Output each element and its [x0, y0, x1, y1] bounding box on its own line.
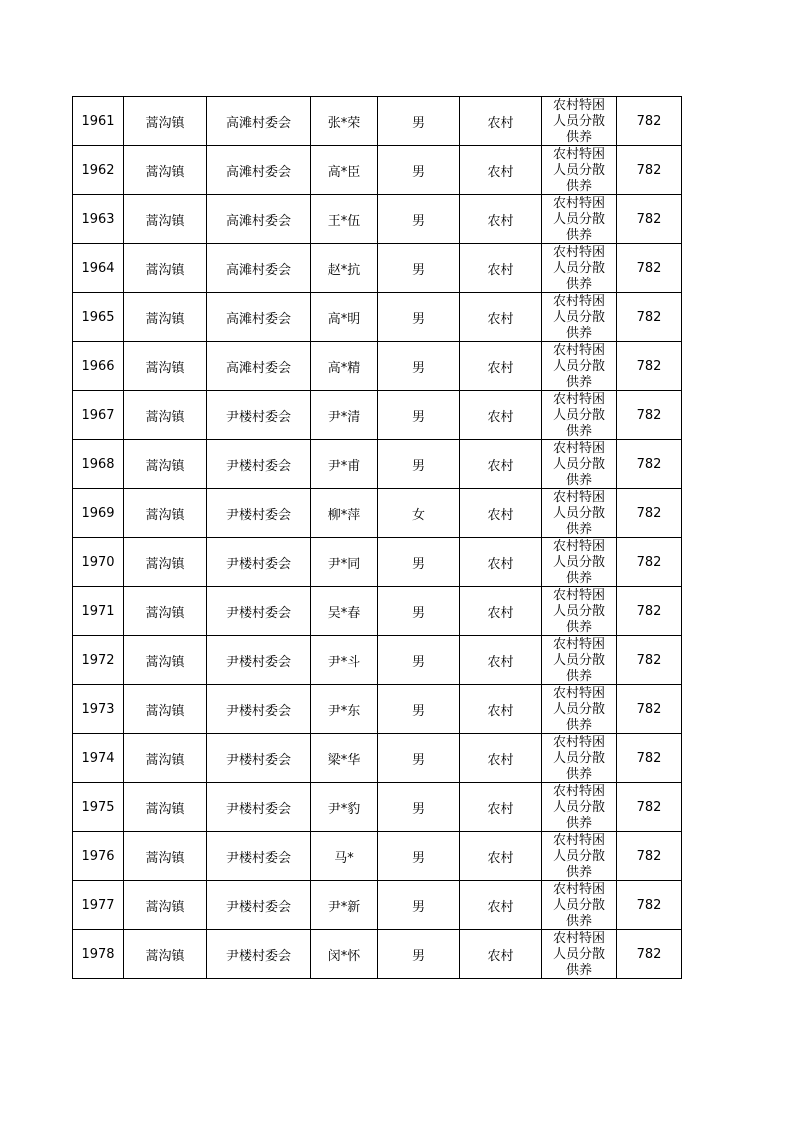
- residence-type-cell: 农村: [460, 440, 542, 489]
- table-row: [73, 293, 682, 342]
- town-cell: 蒿沟镇: [124, 97, 207, 146]
- amount-cell: 782: [617, 440, 682, 489]
- town-cell: 蒿沟镇: [124, 587, 207, 636]
- support-category-cell: [542, 97, 617, 146]
- name-cell: 柳*萍: [311, 489, 378, 538]
- support-category-cell: [542, 342, 617, 391]
- town-cell: 蒿沟镇: [124, 930, 207, 979]
- village-committee-cell: 尹楼村委会: [207, 636, 311, 685]
- records-table: [72, 96, 682, 979]
- village-committee-cell: 尹楼村委会: [207, 391, 311, 440]
- support-category-text: 农村特困人员分散供养: [552, 833, 605, 880]
- name-cell: 尹*豹: [311, 783, 378, 832]
- support-category-clip: [542, 244, 616, 292]
- residence-type-cell: 农村: [460, 783, 542, 832]
- town-cell: 蒿沟镇: [124, 734, 207, 783]
- table-row: [73, 832, 682, 881]
- support-category-text: 农村特困人员分散供养: [552, 441, 605, 488]
- name-cell: 高*精: [311, 342, 378, 391]
- name-cell: 尹*新: [311, 881, 378, 930]
- amount-cell: 782: [617, 489, 682, 538]
- town-cell: 蒿沟镇: [124, 293, 207, 342]
- support-category-text: 农村特困人员分散供养: [552, 931, 605, 978]
- name-cell: 高*臣: [311, 146, 378, 195]
- village-committee-cell: 高滩村委会: [207, 97, 311, 146]
- gender-cell: 男: [378, 244, 460, 293]
- support-category-cell: [542, 489, 617, 538]
- table-row: [73, 930, 682, 979]
- village-committee-cell: 尹楼村委会: [207, 881, 311, 930]
- village-committee-cell: 高滩村委会: [207, 244, 311, 293]
- gender-cell: 男: [378, 685, 460, 734]
- village-committee-cell: 尹楼村委会: [207, 538, 311, 587]
- serial-number-cell: 1977: [73, 881, 124, 930]
- support-category-cell: [542, 685, 617, 734]
- table-row: [73, 783, 682, 832]
- town-cell: 蒿沟镇: [124, 146, 207, 195]
- table-row: [73, 734, 682, 783]
- serial-number-cell: 1975: [73, 783, 124, 832]
- support-category-clip: [542, 293, 616, 341]
- support-category-cell: [542, 930, 617, 979]
- residence-type-cell: 农村: [460, 342, 542, 391]
- table-row: [73, 146, 682, 195]
- residence-type-cell: 农村: [460, 195, 542, 244]
- amount-cell: 782: [617, 783, 682, 832]
- support-category-cell: [542, 293, 617, 342]
- support-category-clip: [542, 881, 616, 929]
- village-committee-cell: 尹楼村委会: [207, 930, 311, 979]
- support-category-text: 农村特困人员分散供养: [552, 245, 605, 292]
- gender-cell: 男: [378, 930, 460, 979]
- village-committee-cell: 尹楼村委会: [207, 587, 311, 636]
- gender-cell: 男: [378, 195, 460, 244]
- name-cell: 尹*同: [311, 538, 378, 587]
- table-row: [73, 244, 682, 293]
- serial-number-cell: 1976: [73, 832, 124, 881]
- support-category-text: 农村特困人员分散供养: [552, 588, 605, 635]
- support-category-text: 农村特困人员分散供养: [552, 294, 605, 341]
- amount-cell: 782: [617, 391, 682, 440]
- support-category-text: 农村特困人员分散供养: [552, 147, 605, 194]
- support-category-text: 农村特困人员分散供养: [552, 343, 605, 390]
- name-cell: 赵*抗: [311, 244, 378, 293]
- amount-cell: 782: [617, 636, 682, 685]
- amount-cell: 782: [617, 587, 682, 636]
- gender-cell: 男: [378, 783, 460, 832]
- village-committee-cell: 高滩村委会: [207, 146, 311, 195]
- gender-cell: 男: [378, 881, 460, 930]
- gender-cell: 男: [378, 391, 460, 440]
- residence-type-cell: 农村: [460, 146, 542, 195]
- name-cell: 高*明: [311, 293, 378, 342]
- support-category-cell: [542, 881, 617, 930]
- village-committee-cell: 高滩村委会: [207, 342, 311, 391]
- amount-cell: 782: [617, 293, 682, 342]
- support-category-cell: [542, 636, 617, 685]
- table-row: [73, 342, 682, 391]
- village-committee-cell: 高滩村委会: [207, 293, 311, 342]
- gender-cell: 男: [378, 636, 460, 685]
- town-cell: 蒿沟镇: [124, 685, 207, 734]
- serial-number-cell: 1961: [73, 97, 124, 146]
- village-committee-cell: 尹楼村委会: [207, 783, 311, 832]
- support-category-clip: [542, 146, 616, 194]
- support-category-cell: [542, 391, 617, 440]
- support-category-cell: [542, 146, 617, 195]
- serial-number-cell: 1972: [73, 636, 124, 685]
- residence-type-cell: 农村: [460, 538, 542, 587]
- name-cell: 尹*东: [311, 685, 378, 734]
- support-category-cell: [542, 832, 617, 881]
- serial-number-cell: 1964: [73, 244, 124, 293]
- name-cell: 尹*甫: [311, 440, 378, 489]
- residence-type-cell: 农村: [460, 832, 542, 881]
- gender-cell: 男: [378, 97, 460, 146]
- table-row: [73, 195, 682, 244]
- residence-type-cell: 农村: [460, 685, 542, 734]
- table-row: [73, 636, 682, 685]
- residence-type-cell: 农村: [460, 97, 542, 146]
- table-row: [73, 881, 682, 930]
- support-category-text: 农村特困人员分散供养: [552, 637, 605, 684]
- residence-type-cell: 农村: [460, 881, 542, 930]
- serial-number-cell: 1970: [73, 538, 124, 587]
- village-committee-cell: 尹楼村委会: [207, 440, 311, 489]
- town-cell: 蒿沟镇: [124, 832, 207, 881]
- gender-cell: 女: [378, 489, 460, 538]
- name-cell: 吴*春: [311, 587, 378, 636]
- support-category-clip: [542, 391, 616, 439]
- table-row: [73, 391, 682, 440]
- support-category-clip: [542, 195, 616, 243]
- amount-cell: 782: [617, 97, 682, 146]
- support-category-clip: [542, 97, 616, 145]
- support-category-clip: [542, 636, 616, 684]
- gender-cell: 男: [378, 538, 460, 587]
- residence-type-cell: 农村: [460, 391, 542, 440]
- support-category-text: 农村特困人员分散供养: [552, 98, 605, 145]
- gender-cell: 男: [378, 832, 460, 881]
- gender-cell: 男: [378, 440, 460, 489]
- town-cell: 蒿沟镇: [124, 881, 207, 930]
- support-category-cell: [542, 244, 617, 293]
- support-category-clip: [542, 538, 616, 586]
- support-category-text: 农村特困人员分散供养: [552, 686, 605, 733]
- amount-cell: 782: [617, 734, 682, 783]
- support-category-text: 农村特困人员分散供养: [552, 735, 605, 782]
- name-cell: 马*: [311, 832, 378, 881]
- serial-number-cell: 1971: [73, 587, 124, 636]
- support-category-cell: [542, 587, 617, 636]
- name-cell: 尹*斗: [311, 636, 378, 685]
- support-category-clip: [542, 685, 616, 733]
- residence-type-cell: 农村: [460, 930, 542, 979]
- residence-type-cell: 农村: [460, 244, 542, 293]
- village-committee-cell: 尹楼村委会: [207, 734, 311, 783]
- amount-cell: 782: [617, 342, 682, 391]
- support-category-clip: [542, 783, 616, 831]
- gender-cell: 男: [378, 734, 460, 783]
- support-category-cell: [542, 734, 617, 783]
- support-category-cell: [542, 783, 617, 832]
- town-cell: 蒿沟镇: [124, 195, 207, 244]
- serial-number-cell: 1965: [73, 293, 124, 342]
- serial-number-cell: 1973: [73, 685, 124, 734]
- support-category-cell: [542, 538, 617, 587]
- support-category-text: 农村特困人员分散供养: [552, 539, 605, 586]
- amount-cell: 782: [617, 881, 682, 930]
- support-category-text: 农村特困人员分散供养: [552, 196, 605, 243]
- name-cell: 尹*清: [311, 391, 378, 440]
- table-row: [73, 587, 682, 636]
- amount-cell: 782: [617, 685, 682, 734]
- village-committee-cell: 尹楼村委会: [207, 832, 311, 881]
- serial-number-cell: 1968: [73, 440, 124, 489]
- residence-type-cell: 农村: [460, 587, 542, 636]
- town-cell: 蒿沟镇: [124, 489, 207, 538]
- town-cell: 蒿沟镇: [124, 244, 207, 293]
- amount-cell: 782: [617, 930, 682, 979]
- residence-type-cell: 农村: [460, 734, 542, 783]
- name-cell: 王*伍: [311, 195, 378, 244]
- residence-type-cell: 农村: [460, 293, 542, 342]
- residence-type-cell: 农村: [460, 489, 542, 538]
- table-row: [73, 538, 682, 587]
- name-cell: 张*荣: [311, 97, 378, 146]
- town-cell: 蒿沟镇: [124, 342, 207, 391]
- support-category-clip: [542, 440, 616, 488]
- town-cell: 蒿沟镇: [124, 440, 207, 489]
- table-body: [73, 97, 682, 979]
- village-committee-cell: 尹楼村委会: [207, 489, 311, 538]
- residence-type-cell: 农村: [460, 636, 542, 685]
- serial-number-cell: 1967: [73, 391, 124, 440]
- village-committee-cell: 尹楼村委会: [207, 685, 311, 734]
- table-row: [73, 489, 682, 538]
- amount-cell: 782: [617, 832, 682, 881]
- serial-number-cell: 1974: [73, 734, 124, 783]
- table-row: [73, 685, 682, 734]
- gender-cell: 男: [378, 342, 460, 391]
- support-category-cell: [542, 440, 617, 489]
- serial-number-cell: 1963: [73, 195, 124, 244]
- support-category-clip: [542, 342, 616, 390]
- support-category-clip: [542, 489, 616, 537]
- town-cell: 蒿沟镇: [124, 538, 207, 587]
- town-cell: 蒿沟镇: [124, 391, 207, 440]
- gender-cell: 男: [378, 293, 460, 342]
- amount-cell: 782: [617, 146, 682, 195]
- table-row: [73, 440, 682, 489]
- support-category-text: 农村特困人员分散供养: [552, 784, 605, 831]
- support-category-clip: [542, 587, 616, 635]
- serial-number-cell: 1962: [73, 146, 124, 195]
- village-committee-cell: 高滩村委会: [207, 195, 311, 244]
- town-cell: 蒿沟镇: [124, 636, 207, 685]
- amount-cell: 782: [617, 538, 682, 587]
- support-category-text: 农村特困人员分散供养: [552, 392, 605, 439]
- amount-cell: 782: [617, 244, 682, 293]
- support-category-clip: [542, 832, 616, 880]
- support-category-cell: [542, 195, 617, 244]
- name-cell: 闵*怀: [311, 930, 378, 979]
- table-row: [73, 97, 682, 146]
- serial-number-cell: 1978: [73, 930, 124, 979]
- support-category-text: 农村特困人员分散供养: [552, 490, 605, 537]
- amount-cell: 782: [617, 195, 682, 244]
- name-cell: 梁*华: [311, 734, 378, 783]
- serial-number-cell: 1966: [73, 342, 124, 391]
- gender-cell: 男: [378, 587, 460, 636]
- serial-number-cell: 1969: [73, 489, 124, 538]
- support-category-clip: [542, 930, 616, 978]
- gender-cell: 男: [378, 146, 460, 195]
- support-category-text: 农村特困人员分散供养: [552, 882, 605, 929]
- support-category-clip: [542, 734, 616, 782]
- town-cell: 蒿沟镇: [124, 783, 207, 832]
